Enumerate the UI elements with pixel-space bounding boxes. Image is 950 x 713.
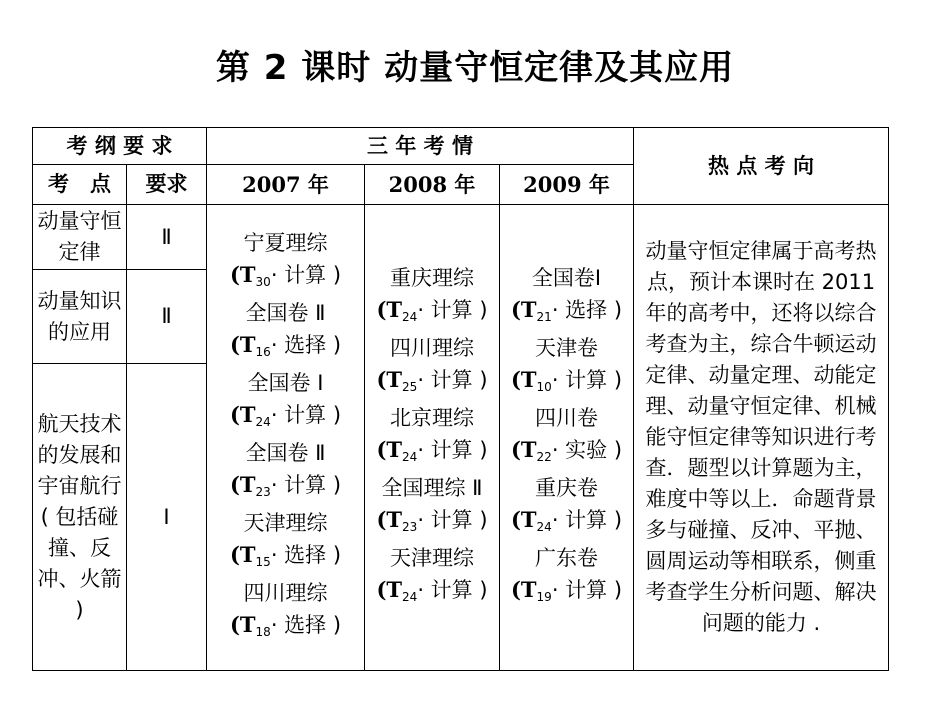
exam-entry [503,543,630,613]
exam-entry [210,228,361,298]
question-ref: ($T_{23}\cdot$ 计算 ) [376,506,488,534]
exam-entry [503,473,630,543]
question-ref: ($T_{22}\cdot$ 实验 ) [510,436,623,464]
question-ref: ($T_{15}\cdot$ 选择 ) [229,541,342,569]
req-cell: Ⅱ [127,205,207,270]
exam-source: 全国卷 Ⅱ [245,300,326,325]
question-ref: ($T_{21}\cdot$ 选择 ) [510,296,623,324]
exam-source: 天津理综 [243,510,328,535]
exam-entry [503,263,630,333]
exam-source: 重庆卷 [535,475,598,500]
exam-source: 天津卷 [535,335,598,360]
exam-entry [368,543,496,613]
exam-source: 四川理综 [390,335,474,360]
question-ref: ($T_{16}\cdot$ 选择 ) [229,331,342,359]
header-outline: 考 纲 要 求 [33,128,207,165]
exam-entry [210,298,361,368]
exam-entry [210,508,361,578]
exam-source: 天津理综 [390,545,474,570]
hotspot-text: 动量守恒定律属于高考热点，预计本课时在 2011 年的高考中，还将以综合考查为主，综合牛顿运动定律、动量定理、动能定理、动量守恒定律、机械能守恒定律等知识进行考查．题型以计算题为主，难度中等以上．命题背景多与碰撞、反冲、平抛、圆周运动等相联系，侧重考查学生分析问题、解决问题的能力 . [634,205,889,671]
exam-entry [368,333,496,403]
exam-source: 广东卷 [535,545,598,570]
exam-source: 全国理综 Ⅱ [381,475,483,500]
exam-entry [210,578,361,648]
exam-entry [368,403,496,473]
question-ref: ($T_{24}\cdot$ 计算 ) [376,576,488,604]
question-ref: ($T_{24}\cdot$ 计算 ) [376,436,488,464]
exam-list-2009 [500,205,634,671]
header-2009: 2009 年 [500,165,634,205]
exam-entry [210,368,361,438]
req-cell: Ⅱ [127,270,207,364]
exam-source: 重庆理综 [390,265,474,290]
exam-entry [210,438,361,508]
question-ref: ($T_{24}\cdot$ 计算 ) [229,401,342,429]
exam-entry [503,403,630,473]
question-ref: ($T_{19}\cdot$ 计算 ) [510,576,623,604]
point-cell: 航天技术的发展和宇宙航行 ( 包括碰撞、反冲、火箭 ) [33,364,127,671]
exam-entry [503,333,630,403]
question-ref: ($T_{24}\cdot$ 计算 ) [376,296,488,324]
exam-source: 全国卷 Ⅱ [245,440,326,465]
exam-list-2007 [207,205,365,671]
header-point: 考 点 [33,165,127,205]
exam-source: 北京理综 [390,405,474,430]
exam-source: 四川理综 [243,580,328,605]
question-ref: ($T_{23}\cdot$ 计算 ) [229,471,342,499]
header-three-years: 三 年 考 情 [207,128,634,165]
header-2007: 2007 年 [207,165,365,205]
question-ref: ($T_{24}\cdot$ 计算 ) [510,506,623,534]
exam-source: 四川卷 [535,405,598,430]
exam-entry [368,473,496,543]
question-ref: ($T_{18}\cdot$ 选择 ) [229,611,342,639]
exam-source: 全国卷 Ⅰ [247,370,324,395]
question-ref: ($T_{10}\cdot$ 计算 ) [510,366,623,394]
header-req: 要求 [127,165,207,205]
header-2008: 2008 年 [365,165,500,205]
header-hotspot: 热 点 考 向 [634,128,889,205]
question-ref: ($T_{30}\cdot$ 计算 ) [229,261,342,289]
point-cell: 动量守恒定律 [33,205,127,270]
exam-table [32,127,889,671]
question-ref: ($T_{25}\cdot$ 计算 ) [376,366,488,394]
point-cell: 动量知识的应用 [33,270,127,364]
page-title: 第 2 课时 动量守恒定律及其应用 [215,48,735,88]
exam-source: 全国卷Ⅰ [531,265,602,290]
exam-entry [368,263,496,333]
req-cell: Ⅰ [127,364,207,671]
exam-list-2008 [365,205,500,671]
exam-source: 宁夏理综 [243,230,328,255]
